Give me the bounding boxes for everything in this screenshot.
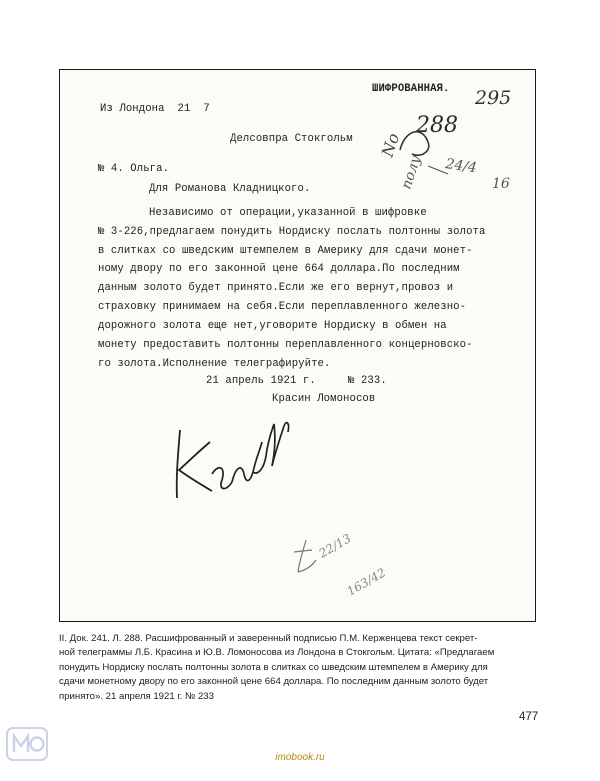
- origin-line: Из Лондона 21 7: [100, 103, 210, 115]
- recipient-line: Делсовпра Стокгольм: [230, 133, 353, 145]
- signature-stroke: [179, 442, 212, 491]
- body-line: ному двору по его законной цене 664 доллара.По последним: [98, 263, 460, 275]
- caption-line: ной телеграммы Л.Б. Красина и Ю.В. Ломоносова из Лондона в Стокгольм. Цитата: «Предлагаем: [59, 647, 495, 659]
- handwritten-stroke: [400, 132, 429, 156]
- handwritten-note: 24/4: [444, 156, 478, 177]
- figure-caption: [59, 632, 545, 704]
- signature-stroke: [253, 442, 266, 473]
- reference-line: № 4. Ольга.: [98, 163, 170, 175]
- signature-stroke: [212, 468, 232, 489]
- pencil-note: 163/42: [344, 565, 389, 599]
- handwritten-sheet-number: 288: [416, 113, 458, 138]
- body-line: страховку принимаем на себя.Если переплавленного железно-: [98, 301, 467, 313]
- caption-line: II. Док. 241. Л. 288. Расшифрованный и заверенный подписью П.М. Керженцева текст секрет-: [59, 633, 478, 644]
- body-line: № 3-226,предлагаем понудить Нордиску послать полтонны золота: [98, 226, 486, 238]
- archival-document-scan: [59, 69, 536, 622]
- classification-stamp: ШИФРОВАННАЯ.: [372, 83, 450, 95]
- body-line: данным золото будет принято.Если же его вернут,провоз и: [98, 282, 454, 294]
- body-line: дорожного золота еще нет,уговорите Нордиску в обмен на: [98, 320, 447, 332]
- site-link[interactable]: imobook.ru: [275, 752, 325, 763]
- handwritten-note: 16: [492, 176, 510, 192]
- handwritten-folio-number: 295: [475, 87, 512, 109]
- pencil-note: 22/13: [316, 531, 354, 561]
- page-number: 477: [519, 711, 539, 723]
- signature-stroke: [232, 468, 253, 482]
- handwritten-note: No: [377, 130, 404, 160]
- addressee-line: Для Романова Кладницкого.: [149, 183, 311, 195]
- caption-line: сдачи монетному двору по его законной цене 664 доллара. По последним данным золото будет: [59, 676, 489, 688]
- body-line: в слитках со шведским штемпелем в Америку для сдачи монет-: [98, 245, 473, 257]
- caption-line: принято». 21 апреля 1921 г. № 233: [59, 690, 214, 702]
- caption-line: понудить Нордиску послать полтонны золота в слитках со шведским штемпелем в Америку для: [59, 661, 488, 673]
- body-line: монету предоставить полтонны переплавленного концерновско-: [98, 339, 473, 351]
- pencil-mark: [294, 540, 316, 572]
- body-line: Независимо от операции,указанной в шифровке: [149, 207, 427, 219]
- signatories-line: Красин Ломоносов: [272, 393, 376, 405]
- date-and-number-line: 21 апрель 1921 г. № 233.: [206, 375, 387, 387]
- handwritten-note: полу: [398, 153, 425, 192]
- body-line: го золота.Исполнение телеграфируйте.: [98, 358, 331, 370]
- signature-stroke: [177, 430, 180, 498]
